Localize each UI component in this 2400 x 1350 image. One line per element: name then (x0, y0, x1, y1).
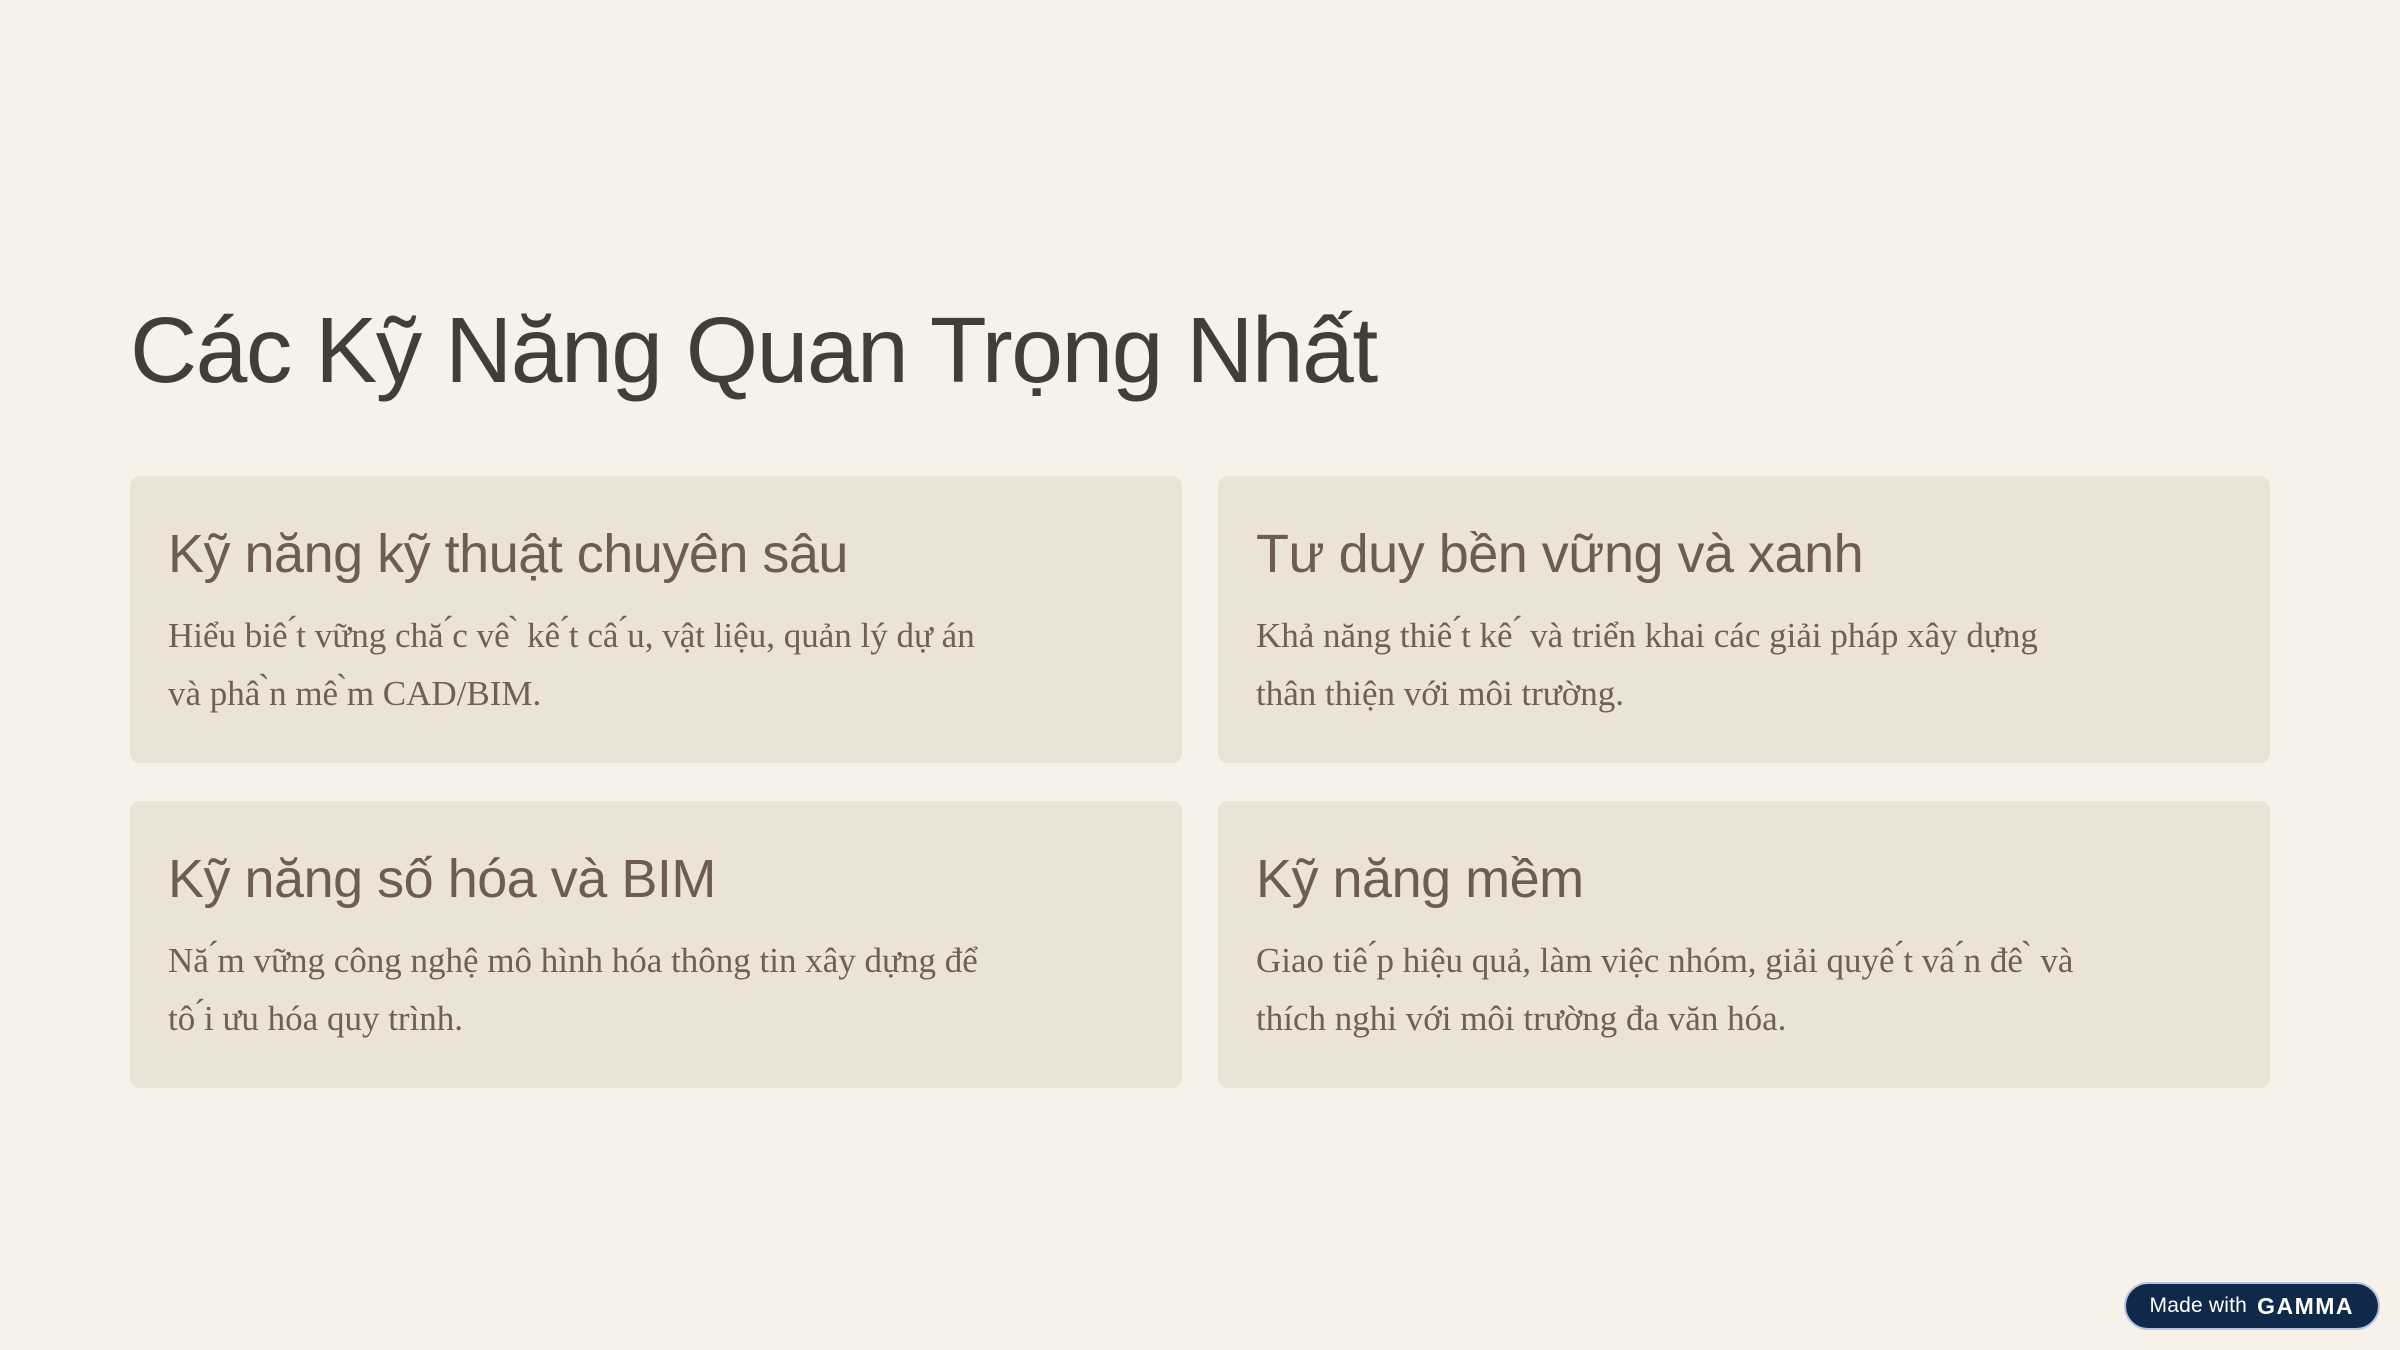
card-body-line: thích nghi với môi trường đa văn hóa. (1256, 998, 1787, 1038)
slide-title: Các Kỹ Năng Quan Trọng Nhất (130, 298, 1377, 402)
card-soft-skills (1218, 801, 2270, 1088)
card-heading: Kỹ năng số hóa và BIM (168, 848, 716, 909)
badge-text: Made with (2149, 1294, 2248, 1317)
card-body-line: Khả năng thiê ́t kê ́ và triển khai các giải pháp xây dựng (1256, 615, 2038, 655)
skills-grid (130, 476, 2270, 1088)
card-technical-skills (130, 476, 1182, 763)
card-heading: Kỹ năng mềm (1256, 848, 1584, 909)
card-body-line: Nă ́m vững công nghệ mô hình hóa thông tin xây dựng để (168, 940, 978, 980)
card-heading: Tư duy bền vững và xanh (1256, 524, 1864, 584)
card-digital-bim-skills (130, 801, 1182, 1088)
card-body (168, 932, 1142, 1048)
card-body-line: tô ́i ưu hóa quy trình. (168, 998, 464, 1038)
made-with-gamma-badge[interactable] (2124, 1282, 2380, 1330)
card-body-line: thân thiện với môi trường. (1256, 673, 1625, 713)
card-heading: Kỹ năng kỹ thuật chuyên sâu (168, 524, 848, 584)
card-body-line: Giao tiê ́p hiệu quả, làm việc nhóm, giải quyê ́t vâ ́n đê ̀ và (1256, 940, 2074, 980)
card-body (1256, 932, 2230, 1048)
card-body (1256, 607, 2230, 723)
card-body-line: Hiểu biê ́t vững chă ́c vê ̀ kê ́t câ ́u, vật liệu, quản lý dự án (168, 615, 975, 655)
card-body (168, 607, 1142, 723)
card-sustainable-green-thinking (1218, 476, 2270, 763)
card-body-line: và phâ ̀n mê ̀m CAD/BIM. (168, 673, 542, 713)
gamma-logo: GAMMA (2257, 1292, 2354, 1319)
